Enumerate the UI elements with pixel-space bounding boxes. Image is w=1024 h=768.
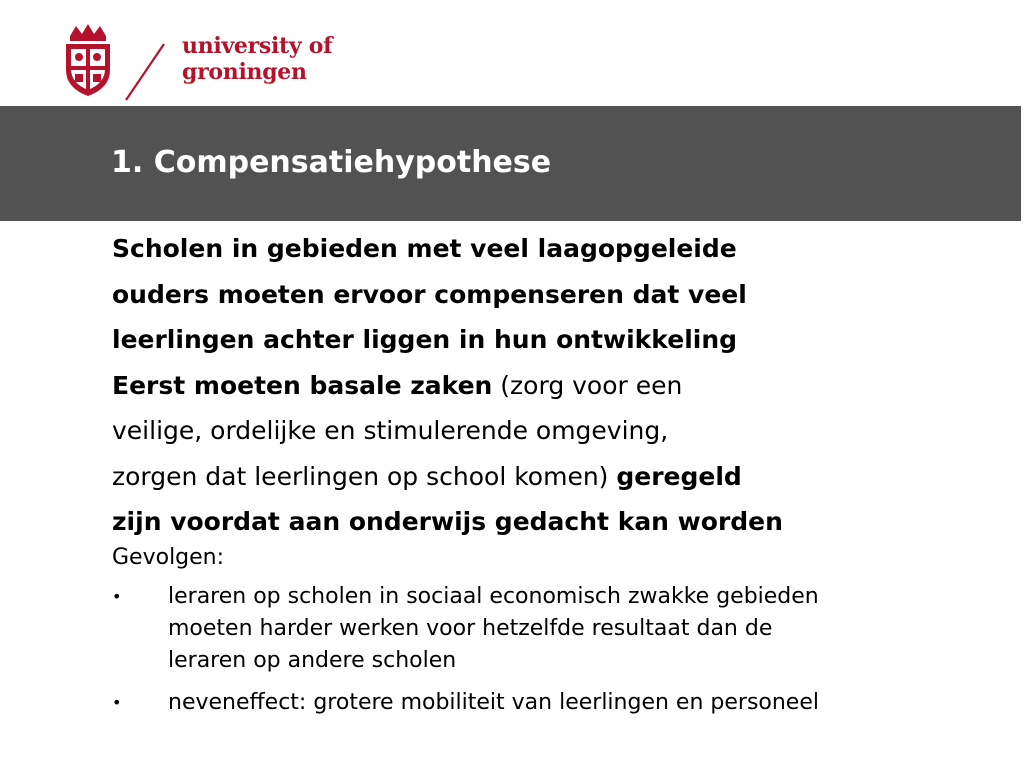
paragraph-line-4 xyxy=(112,363,992,409)
list-item-line: neveneffect: grotere mobiliteit van leerlingen en personeel xyxy=(168,689,819,715)
list-item-line: leraren op andere scholen xyxy=(168,647,457,673)
paragraph-line-6-normal: zorgen dat leerlingen op school komen) xyxy=(112,461,617,491)
brand-line-2: groningen xyxy=(182,59,307,85)
slide-content xyxy=(112,226,1012,729)
bullet-icon: • xyxy=(112,586,122,606)
list-item-text xyxy=(168,581,1012,677)
university-crest-icon xyxy=(62,22,114,98)
brand-line-1: university of xyxy=(182,33,333,59)
list-item-text xyxy=(168,687,1012,719)
list-item-line: moeten harder werken voor hetzelfde resultaat dan de xyxy=(168,615,773,641)
paragraph-line-6-bold: geregeld xyxy=(616,461,742,491)
divider-slash xyxy=(120,42,170,102)
university-logo xyxy=(62,22,352,102)
consequences-list xyxy=(112,581,1012,719)
paragraph-line-6 xyxy=(112,454,992,500)
paragraph-line-7: zijn voordat aan onderwijs gedacht kan worden xyxy=(112,507,783,536)
paragraph-line-4-normal: (zorg voor een xyxy=(492,370,683,400)
paragraph-line-2: ouders moeten ervoor compenseren dat veel xyxy=(112,279,747,309)
paragraph-line-4-bold: Eerst moeten basale zaken xyxy=(112,370,493,400)
list-item xyxy=(112,687,1012,719)
paragraph-line-3: leerlingen achter liggen in hun ontwikkeling xyxy=(112,325,738,354)
slide-title: 1. Compensatiehypothese xyxy=(111,145,552,180)
main-paragraph xyxy=(112,226,992,545)
list-item xyxy=(112,581,1012,677)
brand-name xyxy=(182,33,332,85)
list-item-line: leraren op scholen in sociaal economisch zwakke gebieden xyxy=(168,583,819,609)
paragraph-line-1: Scholen in gebieden met veel laagopgeleide xyxy=(112,234,737,263)
bullet-icon: • xyxy=(112,692,122,712)
gevolgen-label: Gevolgen: xyxy=(112,544,225,570)
paragraph-line-5: veilige, ordelijke en stimulerende omgeving, xyxy=(112,416,669,445)
